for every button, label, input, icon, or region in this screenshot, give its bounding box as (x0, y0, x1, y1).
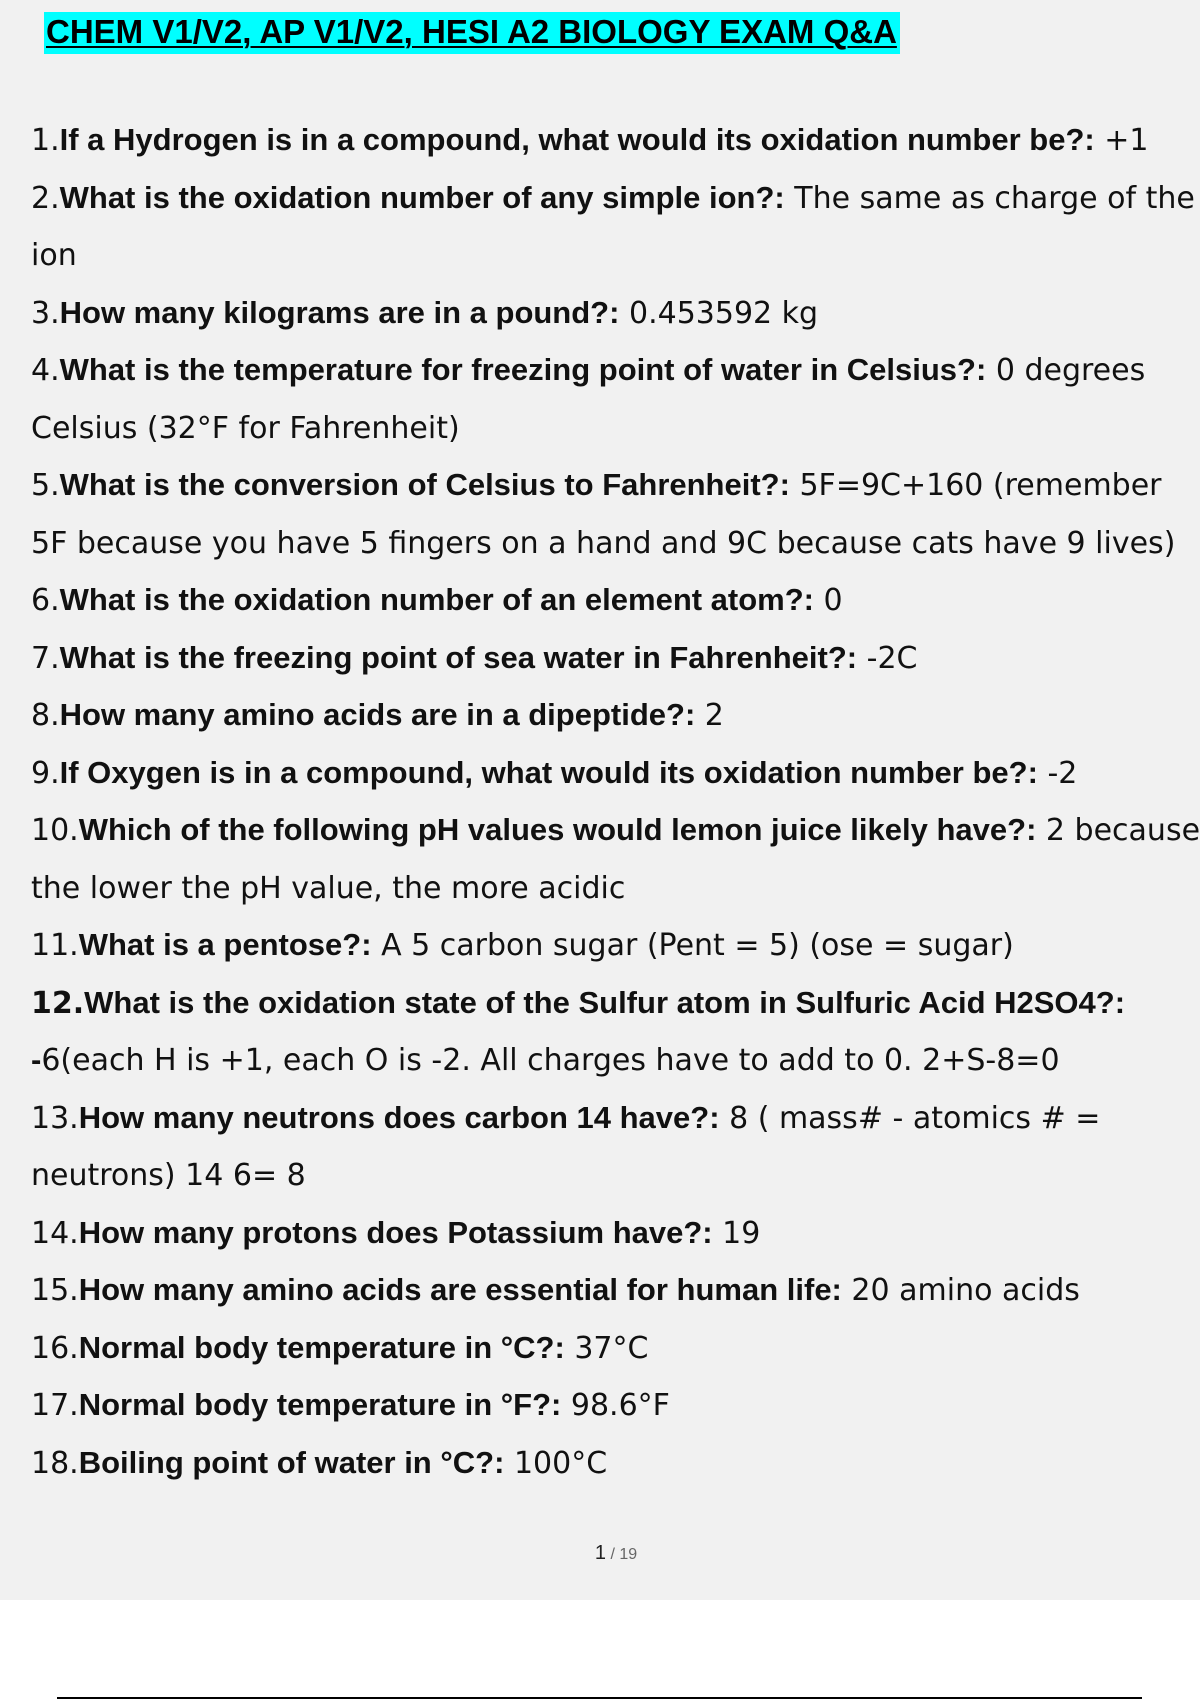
qa-item (31, 572, 1200, 630)
answer-text: 19 (712, 1215, 761, 1251)
answer-text: 98.6°F (561, 1388, 670, 1423)
qa-item (31, 975, 1200, 1090)
qa-item (31, 1090, 1200, 1205)
item-number: 4. (31, 353, 60, 388)
question-text: Normal body temperature in °F?: (78, 1387, 562, 1422)
item-number: 10. (31, 813, 79, 848)
question-text: What is the oxidation number of any simple ion?: (59, 179, 785, 215)
qa-item (31, 170, 1200, 285)
page-number (0, 1542, 1200, 1565)
qa-item (31, 457, 1200, 572)
answer-text: 100°C (504, 1445, 608, 1481)
item-number: 13. (31, 1100, 79, 1136)
question-text: Normal body temperature in °C?: (78, 1329, 565, 1365)
question-text: What is a pentose?: (78, 927, 372, 962)
item-number: 3. (31, 295, 60, 331)
qa-item (31, 745, 1200, 803)
item-number: 7. (31, 640, 60, 676)
item-number: 18. (31, 1445, 79, 1481)
question-text: Boiling point of water in °C?: (78, 1444, 505, 1480)
question-text: What is the temperature for freezing point of water in Celsius?: (59, 352, 987, 387)
item-number: 5. (31, 468, 60, 503)
item-number: 16. (31, 1330, 79, 1366)
answer-text: -2C (857, 640, 918, 676)
question-text: Which of the following pH values would lemon juice likely have?: (78, 812, 1037, 847)
item-number: 17. (31, 1388, 79, 1423)
qa-item (31, 342, 1200, 457)
qa-item (31, 1262, 1200, 1320)
question-text: How many kilograms are in a pound?: (59, 294, 620, 330)
question-text: What is the conversion of Celsius to Fahrenheit?: (59, 467, 790, 502)
qa-item (31, 1205, 1200, 1263)
answer-text: A 5 carbon sugar (Pent = 5) (ose = sugar) (371, 928, 1014, 963)
document-title: CHEM V1/V2, AP V1/V2, HESI A2 BIOLOGY EXAM Q&A (44, 12, 900, 54)
answer-text: 2 because the lower the pH value, the more acidic (31, 813, 1200, 906)
answer-text: 0 degrees Celsius (32°F for Fahrenheit) (31, 353, 1146, 446)
item-number: 12. (31, 985, 85, 1021)
answer-text: 8 ( mass# - atomics # = neutrons) 14 6= 8 (31, 1100, 1101, 1193)
question-text: What is the freezing point of sea water in Fahrenheit?: (59, 639, 858, 675)
item-number: 8. (31, 698, 60, 733)
qa-item (31, 112, 1200, 170)
question-text: What is the oxidation state of the Sulfur atom in Sulfuric Acid H2SO4?: - (31, 984, 1126, 1077)
question-text: If Oxygen is in a compound, what would its oxidation number be?: (59, 754, 1038, 790)
answer-text: 5F=9C+160 (remember 5F because you have 5 fingers on a hand and 9C because cats have 9 lives) (31, 468, 1176, 561)
item-number: 14. (31, 1215, 79, 1251)
question-text: What is the oxidation number of an element atom?: (59, 582, 815, 617)
answer-text: 0 (814, 583, 843, 618)
qa-item (31, 1320, 1200, 1378)
item-number: 2. (31, 180, 60, 216)
qa-item (31, 687, 1200, 745)
answer-text: 2 (695, 698, 724, 733)
qa-item (31, 1377, 1200, 1435)
item-number: 6. (31, 583, 60, 618)
question-text: If a Hydrogen is in a compound, what would its oxidation number be?: (59, 122, 1095, 157)
qa-item (31, 917, 1200, 975)
qa-item (31, 1435, 1200, 1493)
item-number: 9. (31, 755, 60, 791)
answer-text: 0.453592 kg (619, 295, 819, 331)
answer-text: The same as charge of the ion (31, 180, 1195, 273)
page-total: / 19 (610, 1546, 638, 1563)
qa-item (31, 802, 1200, 917)
question-text: How many neutrons does carbon 14 have?: (78, 1099, 720, 1135)
qa-list (31, 112, 1200, 1492)
answer-text: +1 (1094, 123, 1149, 158)
page-current: 1 (594, 1542, 606, 1564)
footer-divider (57, 1697, 1142, 1699)
qa-item (31, 285, 1200, 343)
answer-text: 6(each H is +1, each O is -2. All charges have to add to 0. 2+S-8=0 (41, 1043, 1060, 1078)
question-text: How many protons does Potassium have?: (78, 1214, 713, 1250)
item-number: 11. (31, 928, 79, 963)
item-number: 15. (31, 1273, 79, 1308)
answer-text: 20 amino acids (841, 1273, 1080, 1308)
question-text: How many amino acids are essential for human life: (78, 1272, 842, 1307)
item-number: 1. (31, 123, 60, 158)
qa-item (31, 630, 1200, 688)
answer-text: 37°C (564, 1330, 649, 1366)
question-text: How many amino acids are in a dipeptide?: (59, 697, 696, 732)
answer-text: -2 (1037, 755, 1078, 791)
